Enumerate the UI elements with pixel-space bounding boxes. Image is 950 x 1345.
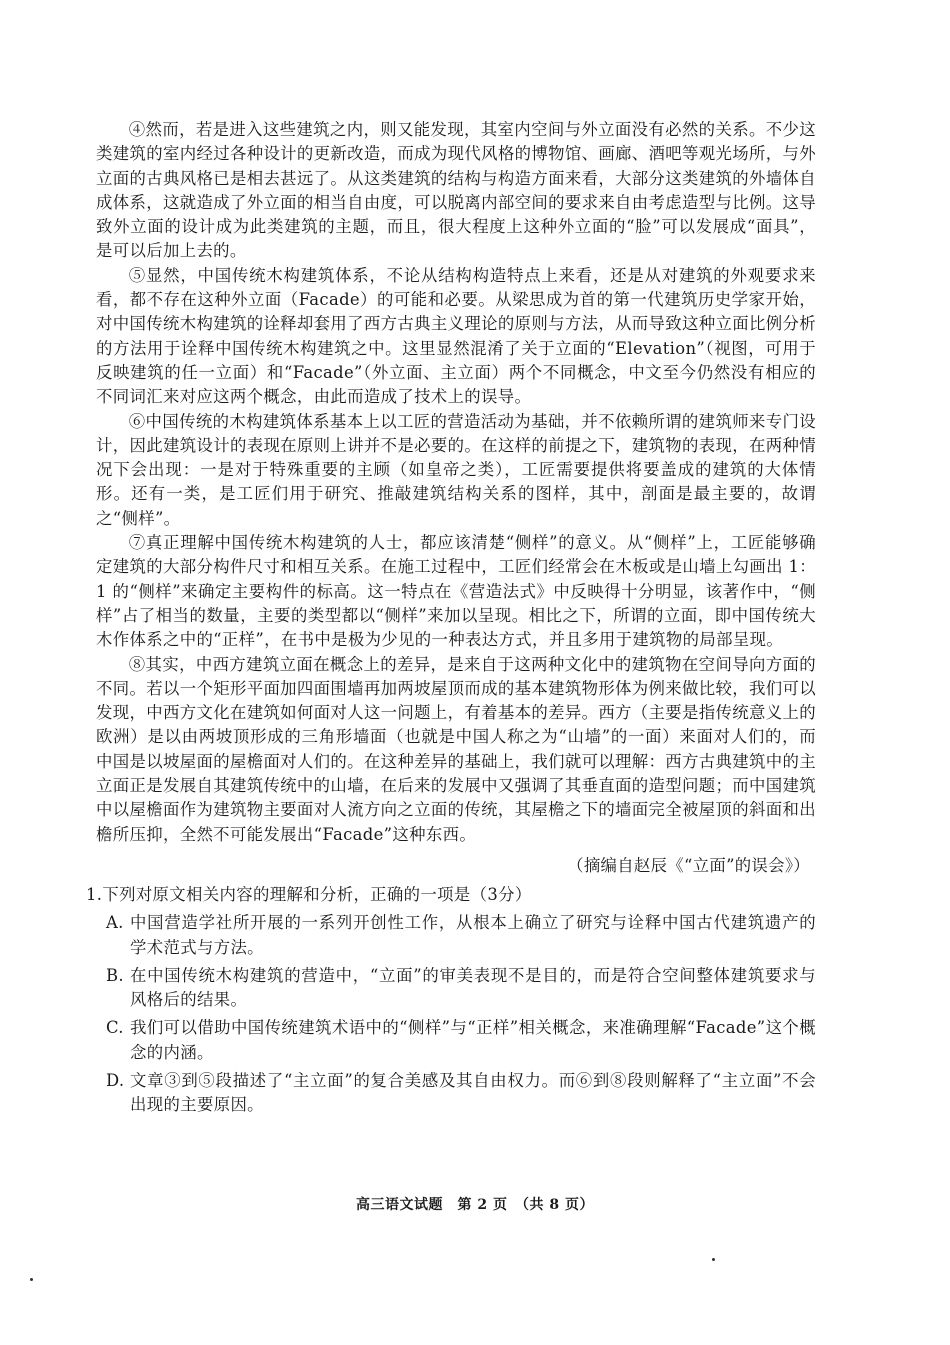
question-stem: 1.下列对原文相关内容的理解和分析，正确的一项是（3分）	[86, 884, 532, 904]
option-label: B.	[106, 965, 124, 985]
option-c	[96, 1016, 816, 1065]
paragraph-5: ⑤显然，中国传统木构建筑体系，不论从结构构造特点上来看，还是从对建筑的外观要求来看，都不存在这种外立面（Facade）的可能和必要。从梁思成为首的第一代建筑历史学家开始，对中国传统木构建筑的诠释却套用了西方古典主义理论的原则与方法，从而导致这种立面比例分析的方法用于诠释中国传统木构建筑之中。这里显然混淆了关于立面的“Elevation”（视图，可用于反映建筑的任一立面）和“Facade”（外立面、主立面）两个不同概念，中文至今仍然没有相应的不同词汇来对应这两个概念，由此而造成了技术上的误导。	[96, 265, 816, 407]
option-label: D.	[106, 1070, 125, 1090]
option-d	[96, 1069, 816, 1118]
paragraph-7: ⑦真正理解中国传统木构建筑的人士，都应该清楚“侧样”的意义。从“侧样”上，工匠能够确定建筑的大部分构件尺寸和相互关系。在施工过程中，工匠们经常会在木板或是山墙上勾画出 1：1 的“侧样”来确定主要构件的标高。这一特点在《营造法式》中反映得十分明显，该著作中，“侧样”占了相当的数量，主要的类型都以“侧样”来加以呈现。相比之下，所谓的立面，即中国传统大木作体系之中的“正样”，在书中是极为少见的一种表达方式，并且多用于建筑物的局部呈现。	[96, 533, 816, 650]
option-label: A.	[106, 913, 124, 933]
scan-speck	[30, 1278, 33, 1281]
option-b	[96, 964, 816, 1013]
paragraph-6: ⑥中国传统的木构建筑体系基本上以工匠的营造活动为基础，并不依赖所谓的建筑师来专门设计，因此建筑设计的表现在原则上讲并不是必要的。在这样的前提之下，建筑物的表现，在两种情况下会出现：一是对于特殊重要的主顾（如皇帝之类），工匠需要提供将要盖成的建筑的大体情形。还有一类，是工匠们用于研究、推敲建筑结构关系的图样，其中，剖面是最主要的，故谓之“侧样”。	[96, 411, 816, 528]
exam-page	[86, 118, 816, 1118]
option-text: 在中国传统木构建筑的营造中，“立面”的审美表现不是目的，而是符合空间整体建筑要求与风格后的结果。	[130, 965, 816, 1010]
option-a	[96, 911, 816, 960]
paragraph-4: ④然而，若是进入这些建筑之内，则又能发现，其室内空间与外立面没有必然的关系。不少这类建筑的室内经过各种设计的更新改造，而成为现代风格的博物馆、画廊、酒吧等观光场所，与外立面的古典风格已是相去甚远了。从这类建筑的结构与构造方面来看，大部分这类建筑的外墙体自成体系，这就造成了外立面的相当自由度，可以脱离内部空间的要求来自由考虑造型与比例。这导致外立面的设计成为此类建筑的主题，而且，很大程度上这种外立面的“脸”可以发展成“面具”，是可以后加上去的。	[96, 120, 816, 261]
page-footer: 高三语文试题 第 2 页 （共 8 页）	[356, 1197, 594, 1213]
option-text: 文章③到⑤段描述了“主立面”的复合美感及其自由权力。而⑥到⑧段则解释了“主立面”不会出现的主要原因。	[130, 1070, 816, 1115]
source-citation: （摘编自赵辰《“立面”的误会》）	[567, 855, 810, 875]
scan-speck	[712, 1258, 715, 1261]
paragraph-8: ⑧其实，中西方建筑立面在概念上的差异，是来自于这两种文化中的建筑物在空间导向方面的不同。若以一个矩形平面加四面围墙再加两坡屋顶而成的基本建筑物形体为例来做比较，我们可以发现，中西方文化在建筑如何面对人这一问题上，有着基本的差异。西方（主要是指传统意义上的欧洲）是以由两坡顶形成的三角形墙面（也就是中国人称之为“山墙”的一面）来面对人们的，而中国是以坡屋面的屋檐面对人们的。在这种差异的基础上，我们就可以理解：西方古典建筑中的主立面正是发展自其建筑传统中的山墙，在后来的发展中又强调了其垂直面的造型问题；而中国建筑中以屋檐面作为建筑物主要面对人流方向之立面的传统，其屋檐之下的墙面完全被屋顶的斜面和出檐所压抑，全然不可能发展出“Facade”这种东西。	[96, 654, 816, 844]
option-text: 中国营造学社所开展的一系列开创性工作，从根本上确立了研究与诠释中国古代建筑遗产的学术范式与方法。	[130, 913, 816, 957]
option-text: 我们可以借助中国传统建筑术语中的“侧样”与“正样”相关概念，来准确理解“Facade”这个概念的内涵。	[130, 1018, 816, 1062]
option-label: C.	[106, 1018, 124, 1038]
reading-passage	[96, 118, 816, 879]
question-1	[86, 883, 816, 1118]
